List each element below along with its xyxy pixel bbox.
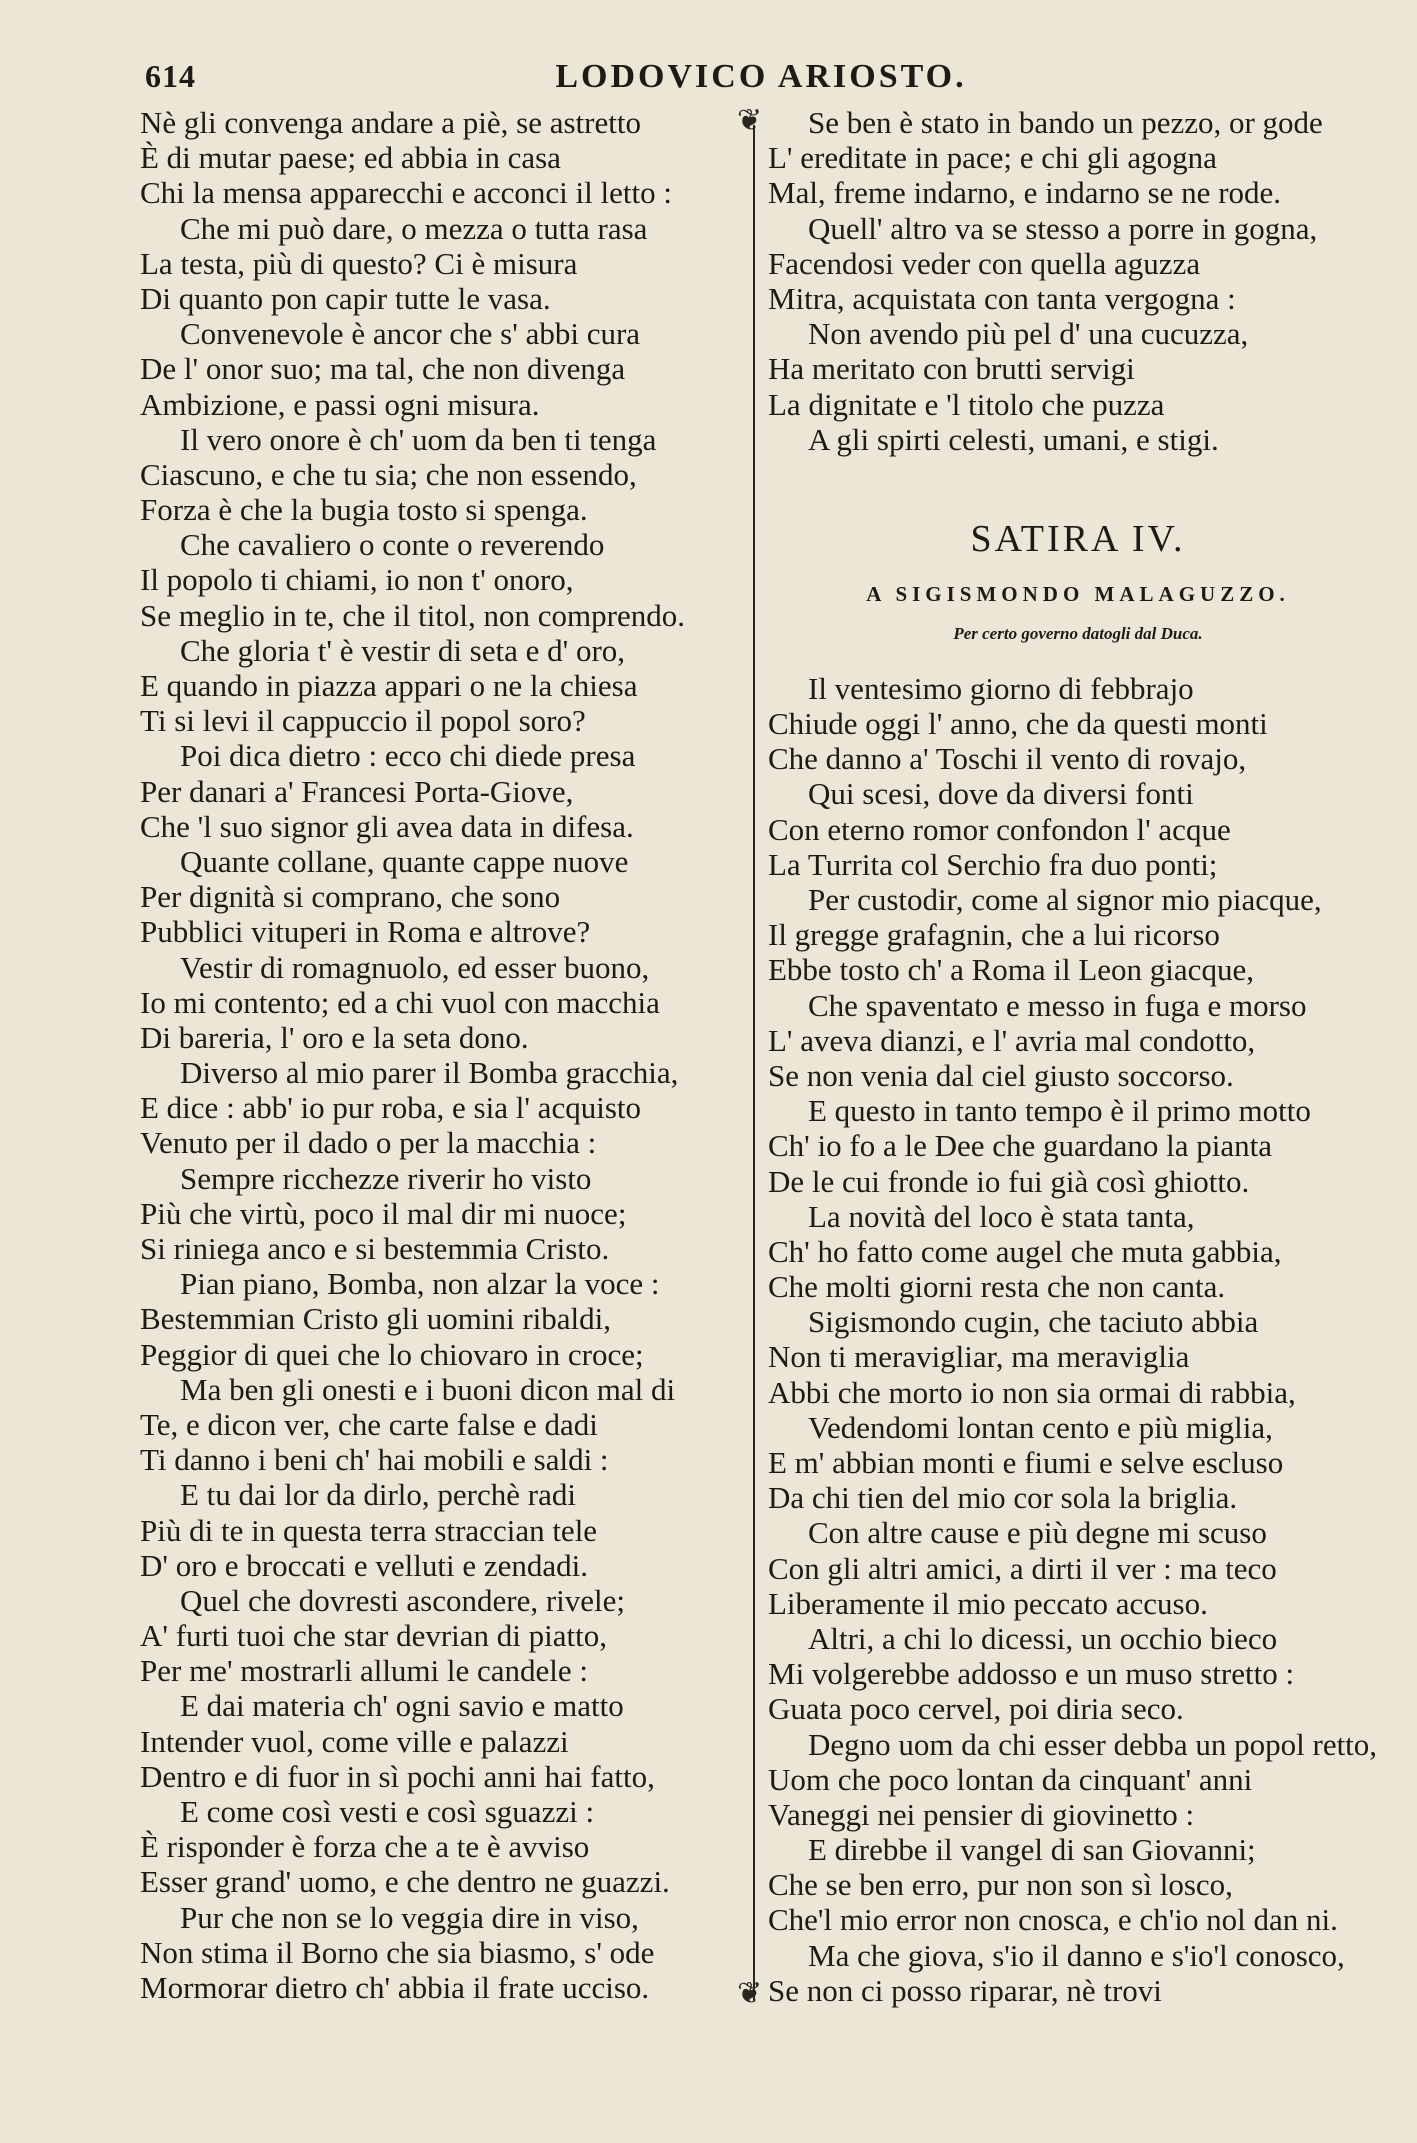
verse-line: La testa, più di questo? Ci è misura (140, 245, 578, 281)
verse-line: Per custodir, come al signor mio piacque, (808, 882, 1322, 917)
verse-line: Vaneggi nei pensier di giovinetto : (768, 1796, 1195, 1832)
verse-line: Quell' altro va se stesso a porre in gogna, (808, 210, 1318, 246)
verse-line: E m' abbian monti e fiumi e selve escluso (768, 1445, 1284, 1480)
verse-line: Che 'l suo signor gli avea data in difesa. (140, 808, 634, 844)
verse-line: Quante collane, quante cappe nuove (180, 843, 629, 879)
verse-line: Intender vuol, come ville e palazzi (140, 1723, 569, 1759)
verse-line: Altri, a chi lo dicessi, un occhio bieco (808, 1620, 1278, 1656)
verse-line: Che danno a' Toschi il vento di rovajo, (768, 741, 1247, 777)
verse-line: Poi dica dietro : ecco chi diede presa (180, 738, 636, 774)
verse-line: Che gloria t' è vestir di seta e d' oro, (180, 632, 626, 668)
verse-line: Mitra, acquistata con tanta vergogna : (768, 280, 1236, 316)
verse-line: Diverso al mio parer il Bomba gracchia, (180, 1055, 679, 1091)
left-column (140, 104, 763, 2005)
verse-line: Mormorar dietro ch' abbia il frate ucciso. (140, 1969, 650, 2005)
verse-line: Più di te in questa terra straccian tele (140, 1512, 598, 1548)
verse-line: Il ventesimo giorno di febbrajo (808, 670, 1194, 706)
verse-line: L' ereditate in pace; e chi gli agogna (768, 140, 1217, 176)
verse-line: Nè gli convenga andare a piè, se astretto (140, 105, 641, 140)
verse-line: Guata poco cervel, poi diria seco. (768, 1691, 1184, 1727)
verse-line: Pubblici vituperi in Roma e altrove? (140, 914, 591, 950)
verse-line: E questo in tanto tempo è il primo motto (808, 1093, 1311, 1129)
right-column (768, 105, 1388, 2008)
verse-line: De l' onor suo; ma tal, che non divenga (140, 351, 626, 387)
verse-line: Che'l mio error non cnosca, e ch'io nol dan ni. (768, 1902, 1338, 1938)
right-column-verses-bottom (768, 671, 1388, 2008)
verse-line: Non ti meravigliar, ma meraviglia (768, 1339, 1190, 1375)
verse-line: Convenevole è ancor che s' abbi cura (180, 316, 641, 352)
verse-line: Ambizione, e passi ogni misura. (140, 386, 540, 422)
verse-line: Esser grand' uomo, e che dentro ne guazzi. (140, 1864, 670, 1900)
verse-line: Con altre cause e più degne mi scuso (808, 1515, 1267, 1551)
satire-occasion: Per certo governo datogli dal Duca. (953, 623, 1203, 643)
verse-line: Peggior di quei che lo chiovaro in croce; (140, 1336, 644, 1372)
verse-line: E tu dai lor da dirlo, perchè radi (180, 1477, 576, 1513)
verse-line: Sempre ricchezze riverir ho visto (180, 1160, 592, 1196)
verse-line: D' oro e broccati e velluti e zendadi. (140, 1547, 589, 1583)
verse-line: Ciascuno, e che tu sia; che non essendo, (140, 456, 637, 492)
verse-line: Che cavaliero o conte o reverendo (180, 527, 605, 563)
verse-line: Vestir di romagnuolo, ed esser buono, (180, 949, 650, 985)
verse-line: Te, e dicon ver, che carte false e dadi (140, 1406, 598, 1442)
verse-line: Che molti giorni resta che non canta. (768, 1269, 1226, 1305)
verse-line: Ti danno i beni ch' hai mobili e saldi : (140, 1442, 609, 1478)
fleuron-ornament-icon: ❦ (737, 1977, 763, 2010)
verse-line: Se ben è stato in bando un pezzo, or gode (808, 105, 1323, 140)
verse-line: Che se ben erro, pur non son sì losco, (768, 1867, 1233, 1903)
satire-dedication: A SIGISMONDO MALAGUZZO. (866, 581, 1290, 606)
verse-line: Bestemmian Cristo gli uomini ribaldi, (140, 1301, 611, 1337)
verse-line: Ha meritato con brutti servigi (768, 351, 1135, 387)
verse-line: Per dignità si comprano, che sono (140, 879, 561, 915)
verse-line: Per danari a' Francesi Porta-Giove, (140, 773, 574, 809)
fleuron-ornament-icon: ❦ (737, 104, 763, 137)
verse-line: Il vero onore è ch' uom da ben ti tenga (180, 421, 657, 457)
verse-line: Di bareria, l' oro e la seta dono. (140, 1019, 529, 1055)
verse-line: Ma che giova, s'io il danno e s'io'l conosco, (808, 1937, 1345, 1973)
verse-line: Dentro e di fuor in sì pochi anni hai fatto, (140, 1758, 655, 1794)
verse-line: Mi volgerebbe addosso e un muso stretto : (768, 1656, 1295, 1692)
verse-line: Chiude oggi l' anno, che da questi monti (768, 706, 1268, 742)
verse-line: Che spaventato e messo in fuga e morso (808, 987, 1307, 1023)
verse-line: Con gli altri amici, a dirti il ver : ma teco (768, 1550, 1277, 1586)
verse-line: Il popolo ti chiami, io non t' onoro, (140, 562, 574, 598)
verse-line: Mal, freme indarno, e indarno se ne rode. (768, 175, 1282, 211)
verse-line: Ebbe tosto ch' a Roma il Leon giacque, (768, 952, 1254, 988)
verse-line: Venuto per il dado o per la macchia : (140, 1125, 597, 1161)
verse-line: A gli spirti celesti, umani, e stigi. (808, 421, 1219, 457)
verse-line: Si riniega anco e si bestemmia Cristo. (140, 1231, 610, 1266)
running-title: LODOVICO ARIOSTO. (555, 58, 967, 95)
verse-line: La Turrita col Serchio fra duo ponti; (768, 846, 1218, 882)
page-number: 614 (145, 58, 196, 94)
verse-line: La dignitate e 'l titolo che puzza (768, 386, 1165, 422)
verse-line: E direbbe il vangel di san Giovanni; (808, 1832, 1256, 1868)
verse-line: Con eterno romor confondon l' acque (768, 811, 1231, 847)
verse-line: Facendosi veder con quella aguzza (768, 245, 1201, 281)
verse-line: Non stima il Borno che sia biasmo, s' ode (140, 1934, 655, 1970)
verse-line: Ma ben gli onesti e i buoni dicon mal di (180, 1371, 676, 1407)
verse-line: E quando in piazza appari o ne la chiesa (140, 668, 638, 703)
verse-line: È di mutar paese; ed abbia in casa (140, 140, 561, 176)
verse-line: L' aveva dianzi, e l' avria mal condotto, (768, 1022, 1256, 1058)
verse-line: A' furti tuoi che star devrian di piatto, (140, 1618, 608, 1654)
verse-line: Qui scesi, dove da diversi fonti (808, 776, 1194, 812)
page-header (145, 50, 1377, 110)
verse-line: Pian piano, Bomba, non alzar la voce : (180, 1266, 660, 1302)
verse-line: De le cui fronde io fui già così ghiotto. (768, 1163, 1250, 1199)
verse-line: Più che virtù, poco il mal dir mi nuoce; (140, 1195, 627, 1231)
verse-line: Il gregge grafagnin, che a lui ricorso (768, 917, 1220, 953)
verse-line: Liberamente il mio peccato accuso. (768, 1585, 1208, 1621)
verse-line: Per me' mostrarli allumi le candele : (140, 1653, 589, 1689)
verse-line: Di quanto pon capir tutte le vasa. (140, 280, 551, 316)
right-column-verses-top (768, 105, 1388, 457)
verse-line: Pur che non se lo veggia dire in viso, (180, 1899, 639, 1935)
verse-line: Degno uom da chi esser debba un popol retto, (808, 1726, 1378, 1762)
verse-line: Da chi tien del mio cor sola la briglia. (768, 1480, 1238, 1516)
verse-line: Sigismondo cugin, che taciuto abbia (808, 1304, 1259, 1340)
verse-line: Io mi contento; ed a chi vuol con macchia (140, 984, 660, 1020)
verse-line: Vedendomi lontan cento e più miglia, (808, 1409, 1273, 1445)
verse-line: Che mi può dare, o mezza o tutta rasa (180, 210, 648, 246)
verse-line: La novità del loco è stata tanta, (808, 1198, 1195, 1234)
satire-title: SATIRA IV. (970, 517, 1186, 560)
verse-line: Ti si levi il cappuccio il popol soro? (140, 703, 586, 739)
verse-line: Non avendo più pel d' una cucuzza, (808, 316, 1249, 352)
verse-line: Quel che dovresti ascondere, rivele; (180, 1582, 626, 1618)
verse-line: Uom che poco lontan da cinquant' anni (768, 1761, 1253, 1797)
verse-line: Chi la mensa apparecchi e acconci il letto : (140, 175, 672, 211)
verse-line: E dice : abb' io pur roba, e sia l' acquisto (140, 1090, 641, 1126)
verse-line: Se meglio in te, che il titol, non comprendo. (140, 597, 685, 633)
verse-line: Abbi che morto io non sia ormai di rabbia, (768, 1374, 1296, 1410)
verse-line: È risponder è forza che a te è avviso (140, 1829, 590, 1865)
verse-line: E come così vesti e così sguazzi : (180, 1794, 595, 1829)
verse-line: Se non venia dal ciel giusto soccorso. (768, 1057, 1234, 1093)
verse-line: E dai materia ch' ogni savio e matto (180, 1688, 624, 1724)
verse-line: Forza è che la bugia tosto si spenga. (140, 492, 588, 528)
verse-line: Ch' io fo a le Dee che guardano la pianta (768, 1128, 1272, 1164)
verse-line: Ch' ho fatto come augel che muta gabbia, (768, 1233, 1282, 1269)
verse-line: Se non ci posso riparar, nè trovi (768, 1972, 1162, 2008)
